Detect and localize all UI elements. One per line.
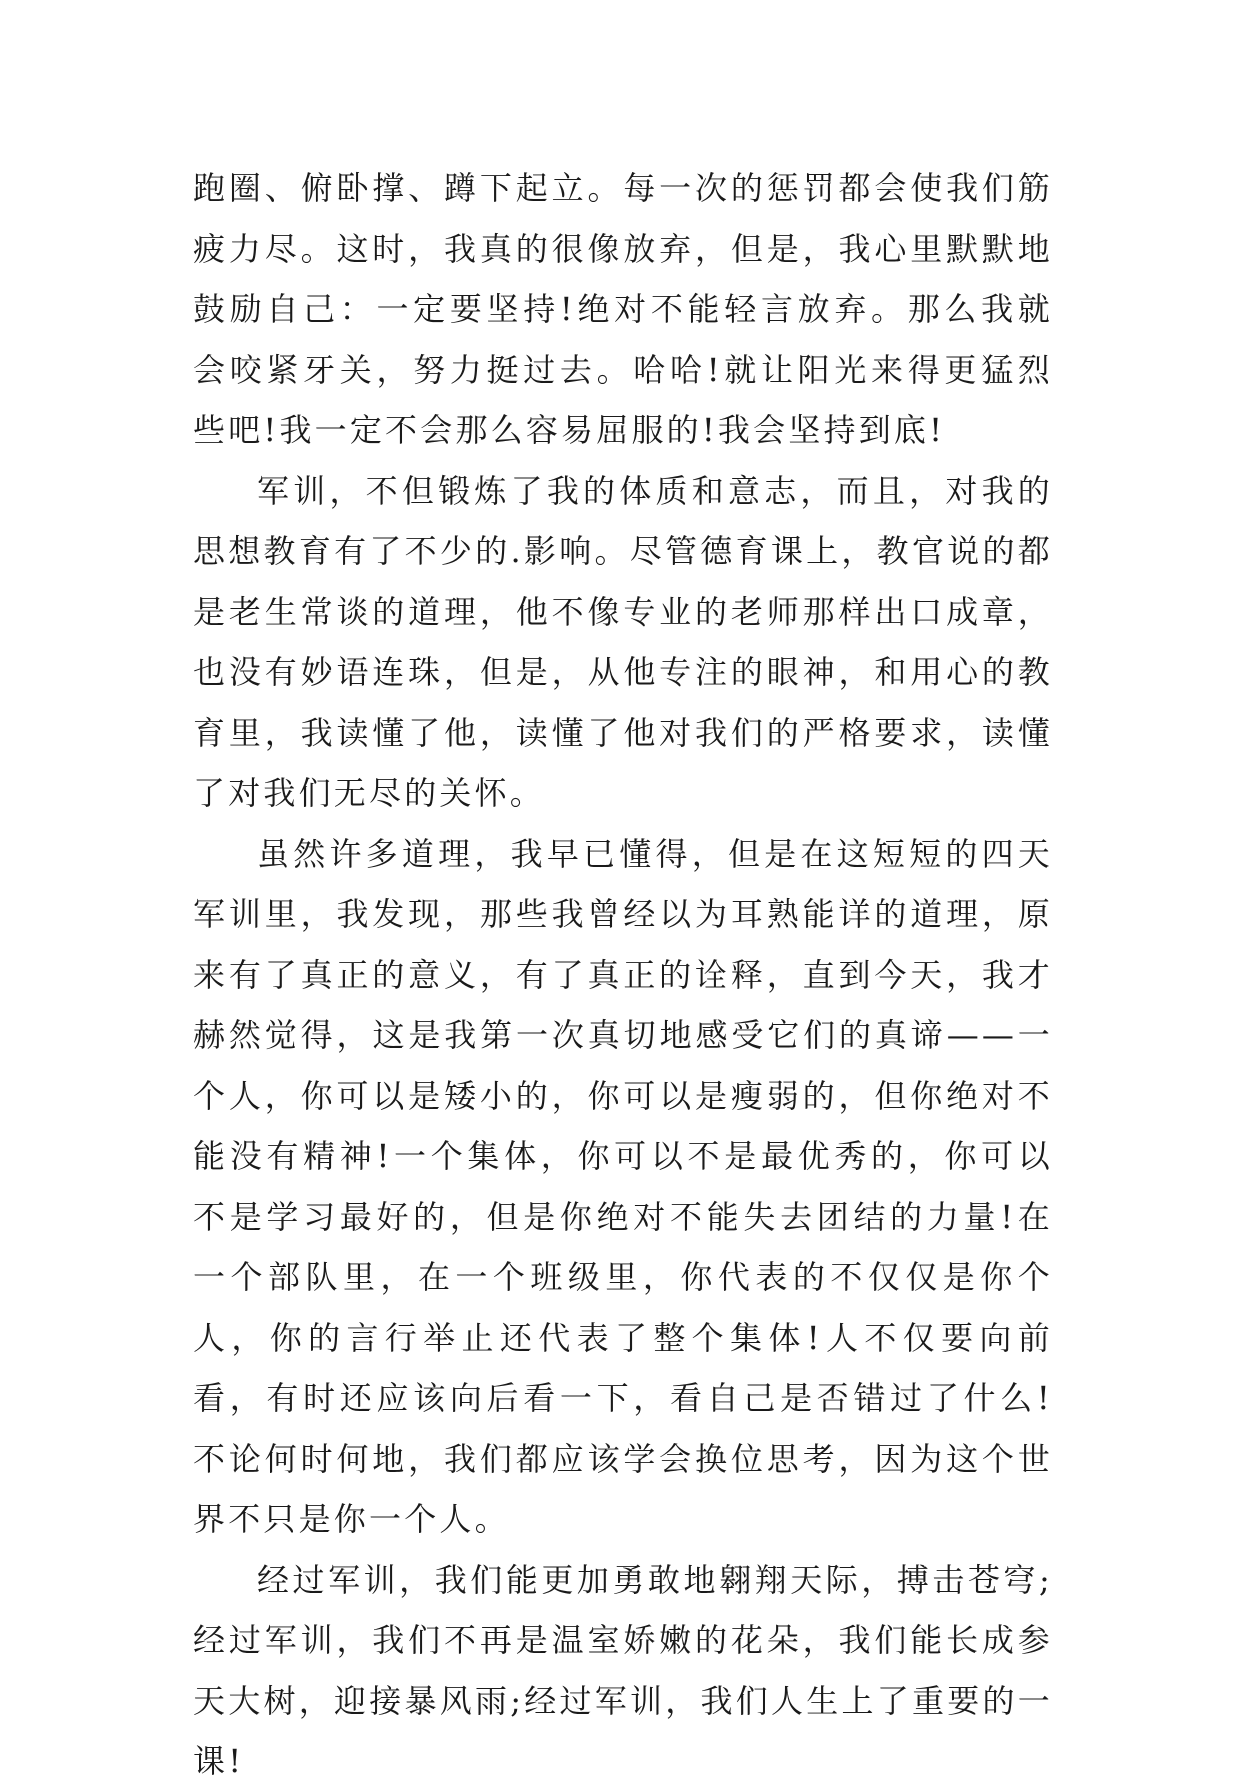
paragraph-understanding-truths: 虽然许多道理，我早已懂得，但是在这短短的四天军训里，我发现，那些我曾经以为耳熟能详的道理，原来有了真正的意义，有了真正的诠释，直到今天，我才赫然觉得，这是我第一次真切地感受它们的真谛——一个人，你可以是矮小的，你可以是瘦弱的，但你绝对不能没有精神!一个集体，你可以不是最优秀的，你可以不是学习最好的，但是你绝对不能失去团结的力量!在一个部队里，在一个班级里，你代表的不仅仅是你个人，你的言行举止还代表了整个集体!人不仅要向前看，有时还应该向后看一下，看自己是否错过了什么!不论何时何地，我们都应该学会换位思考，因为这个世界不只是你一个人。 (193, 834, 1053, 1538)
paragraph-conclusion: 经过军训，我们能更加勇敢地翱翔天际，搏击苍穹;经过军训，我们不再是温室娇嫩的花朵，我们能长成参天大树，迎接暴风雨;经过军训，我们人生上了重要的一课! (193, 1560, 1053, 1780)
paragraph-training-education: 军训，不但锻炼了我的体质和意志，而且，对我的思想教育有了不少的.影响。尽管德育课上，教官说的都是老生常谈的道理，他不像专业的老师那样出口成章，也没有妙语连珠，但是，从他专注的眼神，和用心的教育里，我读懂了他，读懂了他对我们的严格要求，读懂了对我们无尽的关怀。 (193, 471, 1053, 812)
paragraph-continuation: 跑圈、俯卧撑、蹲下起立。每一次的惩罚都会使我们筋疲力尽。这时，我真的很像放弃，但是，我心里默默地鼓励自己：一定要坚持!绝对不能轻言放弃。那么我就会咬紧牙关，努力挺过去。哈哈!就让阳光来得更猛烈些吧!我一定不会那么容易屈服的!我会坚持到底! (193, 169, 1053, 449)
document-body (193, 158, 1053, 1792)
